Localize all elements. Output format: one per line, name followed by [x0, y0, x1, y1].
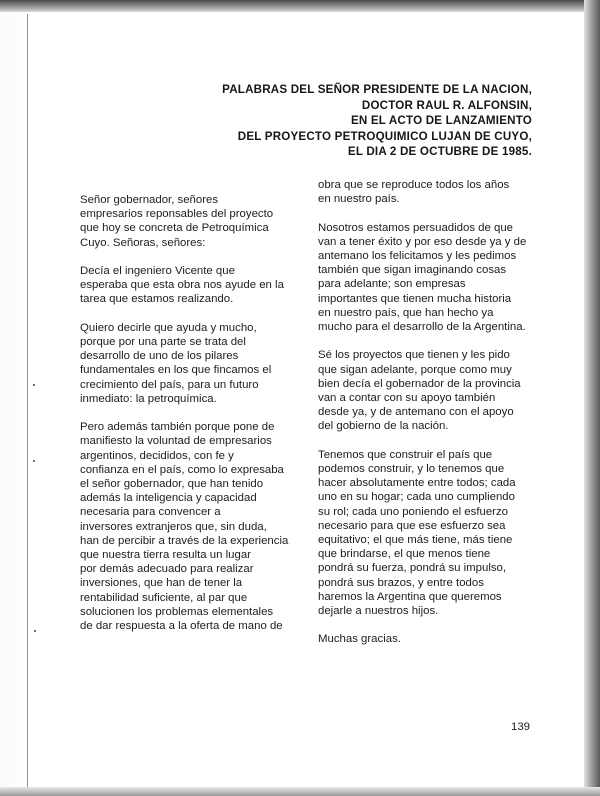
text-line: equitativo; el que más tiene, más tiene	[318, 534, 513, 547]
text-line: uno en su hogar; cada uno cumpliendo	[318, 491, 515, 504]
heading-line: DOCTOR RAUL R. ALFONSIN,	[361, 98, 532, 112]
text-line: que sigan adelante, porque como muy	[318, 363, 512, 376]
text-line: necesaria para convencer a	[80, 506, 221, 519]
text-line: mucho para el desarrollo de la Argentina.	[318, 321, 526, 334]
scan-speck	[34, 630, 36, 632]
text-line: rentabilidad suficiente, al par que	[80, 591, 248, 604]
paragraph	[80, 264, 295, 307]
text-line: dejarle a nuestros hijos.	[318, 605, 439, 618]
right-text-column	[318, 178, 546, 647]
closing-line: Muchas gracias.	[318, 633, 401, 646]
text-line: el señor gobernador, que han tenido	[80, 478, 264, 491]
text-line: Tenemos que construir el país que	[318, 448, 493, 461]
text-line: de dar respuesta a la oferta de mano de	[80, 620, 283, 633]
text-line: necesario para que ese esfuerzo sea	[318, 519, 506, 532]
heading-line: EL DIA 2 DE OCTUBRE DE 1985.	[347, 145, 532, 159]
page-number: 139	[511, 721, 531, 733]
text-line: que brindarse, el que menos tiene	[318, 548, 491, 561]
text-line: Nosotros estamos persuadidos de que	[318, 221, 514, 234]
text-line: Cuyo. Señoras, señores:	[80, 236, 206, 249]
scan-bottom-edge	[0, 787, 600, 796]
heading-line: EN EL ACTO DE LANZAMIENTO	[350, 114, 532, 128]
scan-right-edge	[584, 0, 600, 796]
text-line: del gobierno de la nación.	[318, 420, 449, 433]
text-line: inversores extranjeros que, sin duda,	[80, 520, 267, 533]
text-line: tarea que estamos realizando.	[80, 293, 234, 306]
paragraph	[80, 321, 295, 406]
text-line: porque por una parte se trata del	[80, 336, 246, 348]
text-line: solucionen los problemas elementales	[80, 605, 274, 618]
left-text-column	[80, 193, 295, 633]
text-line: también que sigan imaginando cosas	[318, 264, 507, 277]
text-line: fundamentales en los que fincamos el	[80, 364, 272, 377]
binding-edge	[27, 14, 28, 789]
text-line: que nuestra tierra resulta un lugar	[80, 549, 251, 562]
page-left-margin	[0, 0, 30, 796]
text-line: además la inteligencia y capacidad	[80, 492, 257, 505]
text-line: crecimiento del país, para un futuro	[80, 378, 259, 391]
text-line: desde ya, y de antemano con el apoyo	[318, 406, 514, 419]
text-line: para adelante; son empresas	[318, 278, 466, 291]
text-line: en nuestro país.	[318, 193, 400, 206]
scan-speck	[33, 460, 35, 462]
text-line: en nuestro país, que han hecho ya	[318, 306, 494, 319]
text-line: Sé los proyectos que tienen y les pido	[318, 349, 510, 362]
paragraph	[318, 178, 546, 206]
speech-heading	[112, 82, 532, 160]
text-line: pondrá su fuerza, pondrá su impulso,	[318, 562, 507, 575]
scan-top-edge	[0, 0, 600, 12]
text-line: manifiesto la voluntad de empresarios	[80, 435, 272, 448]
text-line: desarrollo de uno de los pilares	[80, 350, 239, 363]
text-line: inmediato: la petroquímica.	[80, 392, 217, 405]
text-line: confianza en el país, como lo expresaba	[80, 463, 284, 476]
text-line: inversiones, que han de tener la	[80, 577, 243, 590]
text-line: van a contar con su apoyo también	[318, 392, 496, 405]
heading-line: DEL PROYECTO PETROQUIMICO LUJAN DE CUYO,	[237, 129, 532, 143]
text-line: Decía el ingeniero Vicente que	[80, 265, 235, 277]
scan-speck	[33, 384, 35, 386]
text-line: Señor gobernador, señores	[80, 194, 219, 206]
text-line: hacer absolutamente entre todos; cada	[318, 477, 516, 490]
paragraph	[318, 448, 546, 618]
text-line: su rol; cada uno poniendo el esfuerzo	[318, 505, 508, 518]
heading-line: PALABRAS DEL SEÑOR PRESIDENTE DE LA NACION,	[222, 83, 532, 96]
text-line: Pero además también porque pone de	[80, 421, 275, 434]
paragraph	[80, 420, 295, 633]
text-line: empresarios reponsables del proyecto	[80, 208, 274, 221]
text-line: por demás adecuado para realizar	[80, 563, 254, 576]
text-line: que hoy se concreta de Petroquímica	[80, 222, 269, 235]
text-line: obra que se reproduce todos los años	[318, 179, 510, 191]
paragraph	[318, 632, 546, 646]
text-line: Quiero decirle que ayuda y mucho,	[80, 321, 257, 334]
text-line: bien decía el gobernador de la provincia	[318, 377, 521, 390]
text-line: podemos construir, y lo tenemos que	[318, 463, 505, 476]
paragraph	[318, 348, 546, 433]
text-line: antemano los felicitamos y les pedimos	[318, 250, 517, 262]
paragraph	[80, 193, 295, 250]
paragraph	[318, 221, 546, 335]
text-line: argentinos, decididos, con fe y	[80, 449, 234, 462]
text-line: pondrá sus brazos, y entre todos	[318, 576, 484, 589]
text-line: han de percibir a través de la experiencia	[80, 534, 289, 547]
text-line: haremos la Argentina que queremos	[318, 590, 502, 603]
text-line: importantes que tienen mucha historia	[318, 292, 512, 305]
text-line: van a tener éxito y por eso desde ya y de	[318, 235, 527, 248]
text-line: esperaba que esta obra nos ayude en la	[80, 279, 284, 292]
